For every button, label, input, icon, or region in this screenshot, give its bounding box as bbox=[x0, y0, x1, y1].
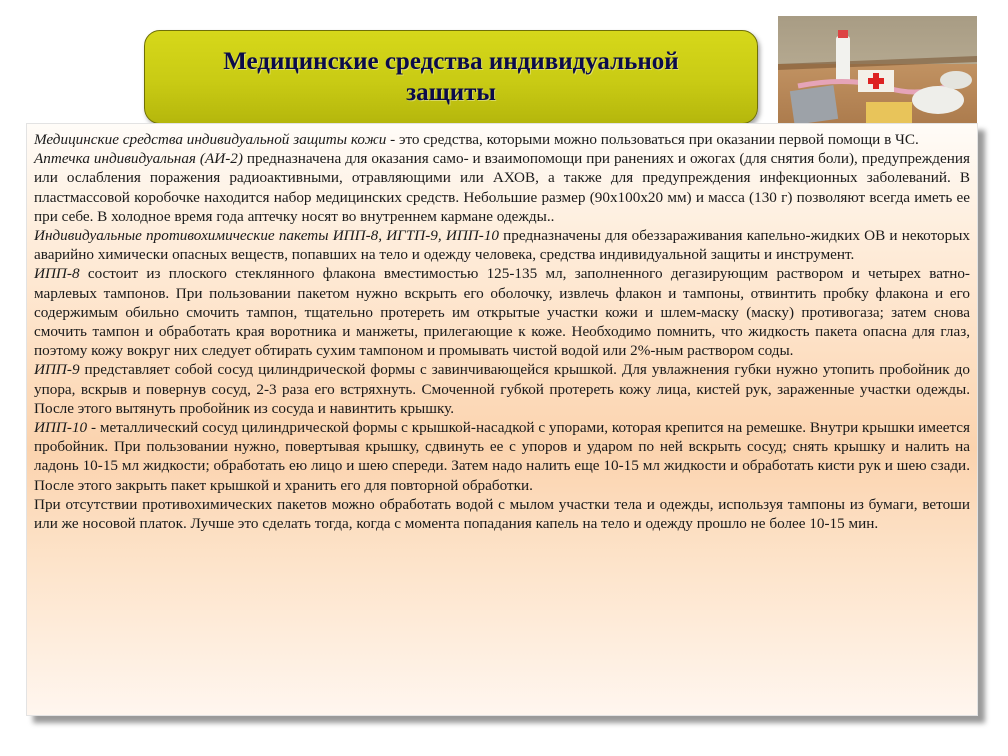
paragraph-lead: Аптечка индивидуальная (АИ-2) bbox=[34, 150, 243, 168]
paragraph-text: предназначены для обеззараживания капельно-жидких ОВ и некоторых аварийно химически опасных веществ, попавших на тело и одежду человека, средства индивидуальной защиты и инструмент. bbox=[34, 227, 970, 264]
slide-title-box bbox=[144, 30, 758, 124]
slide-title-line-2: защиты bbox=[406, 79, 496, 106]
paragraph-text: - это средства, которыми можно пользоваться при оказании первой помощи в ЧС. bbox=[386, 131, 919, 148]
paragraph-no-packets bbox=[34, 495, 970, 533]
paragraph-antichemical-packets bbox=[34, 226, 970, 264]
paragraph-text: состоит из плоского стеклянного флакона вместимостью 125-135 мл, заполненного дегазирующим раствором и четырех ватно-марлевых тампонов. При пользовании пакетом нужно вскрыть его оболочку, извлечь флакон и тампоны, отвинтить пробку флакона и его содержимым обильно смочить тампон, тщательно протереть им открытые участки кожи и шлем-маску (маску) противогаза; затем снова смочить тампон и обработать края воротника и манжеты, прилегающие к коже. Необходимо помнить, что жидкость пакета опасна для глаз, поэтому кожу вокруг них следует обтирать сухим тампоном и промывать чистой водой или 2%-ным раствором соды. bbox=[34, 265, 970, 360]
paragraph-skin-protection bbox=[34, 130, 970, 149]
paragraph-ipp8 bbox=[34, 264, 970, 360]
paragraph-lead: Индивидуальные противохимические пакеты ИПП-8, ИГТП-9, ИПП-10 bbox=[34, 227, 500, 245]
paragraph-lead: Медицинские средства индивидуальной защиты кожи bbox=[34, 131, 387, 148]
paragraph-lead: ИПП-8 bbox=[34, 265, 80, 283]
text-content-panel bbox=[26, 123, 978, 716]
paragraph-ipp10 bbox=[34, 418, 970, 495]
paragraph-ai2-kit bbox=[34, 149, 970, 226]
paragraph-lead: ИПП-9 bbox=[34, 361, 80, 379]
paragraph-text: представляет собой сосуд цилиндрической формы с завинчивающейся крышкой. Для увлажнения губки нужно утопить пробойник до упора, вскрыв и повернув сосуд, 2-3 раза его встряхнуть. Смоченной губкой протереть кожу лица, кистей рук, зараженные участки одежды. После этого вытянуть пробойник из сосуда и навинтить крышку. bbox=[34, 361, 970, 417]
paragraph-text: При отсутствии противохимических пакетов можно обработать водой с мылом участки тела и одежды, используя тампоны из бумаги, ветоши или же носовой платок. Лучше это сделать тогда, когда с момента попадания капель на тело и одежду прошло не более 10-15 мин. bbox=[34, 495, 970, 533]
slide-title-line-1: Медицинские средства индивидуальной bbox=[223, 48, 679, 75]
paragraph-text: предназначена для оказания само- и взаимопомощи при ранениях и ожогах (для снятия боли), предупреждения или ослабления поражения радиоактивными, отравляющими или АХОВ, а также для предупреждения инфекционных заболеваний. В пластмассовой коробочке находится набор медицинских средств. Небольшие размер (90х100х20 мм) и масса (130 г) позволяют всегда иметь ее при себе. В холодное время года аптечку носят во внутреннем кармане одежды.. bbox=[34, 150, 970, 225]
paragraph-ipp9 bbox=[34, 360, 970, 418]
paragraph-lead: ИПП-10 bbox=[34, 419, 88, 437]
paragraph-text: - металлический сосуд цилиндрической формы с крышкой-насадкой с упорами, которая крепится на ремешке. Внутри крышки имеется пробойник. При пользовании нужно, повертывая крышку, сдвинуть ее с упоров и ударом по ней вскрыть сосуд; снять крышку и налить на ладонь 10-15 мл жидкости; обработать ею лицо и шею спереди. Затем надо налить еще 10-15 мл жидкости и обработать кисти рук и шею сзади. После этого закрыть пакет крышкой и хранить его для повторной обработки. bbox=[34, 419, 970, 494]
